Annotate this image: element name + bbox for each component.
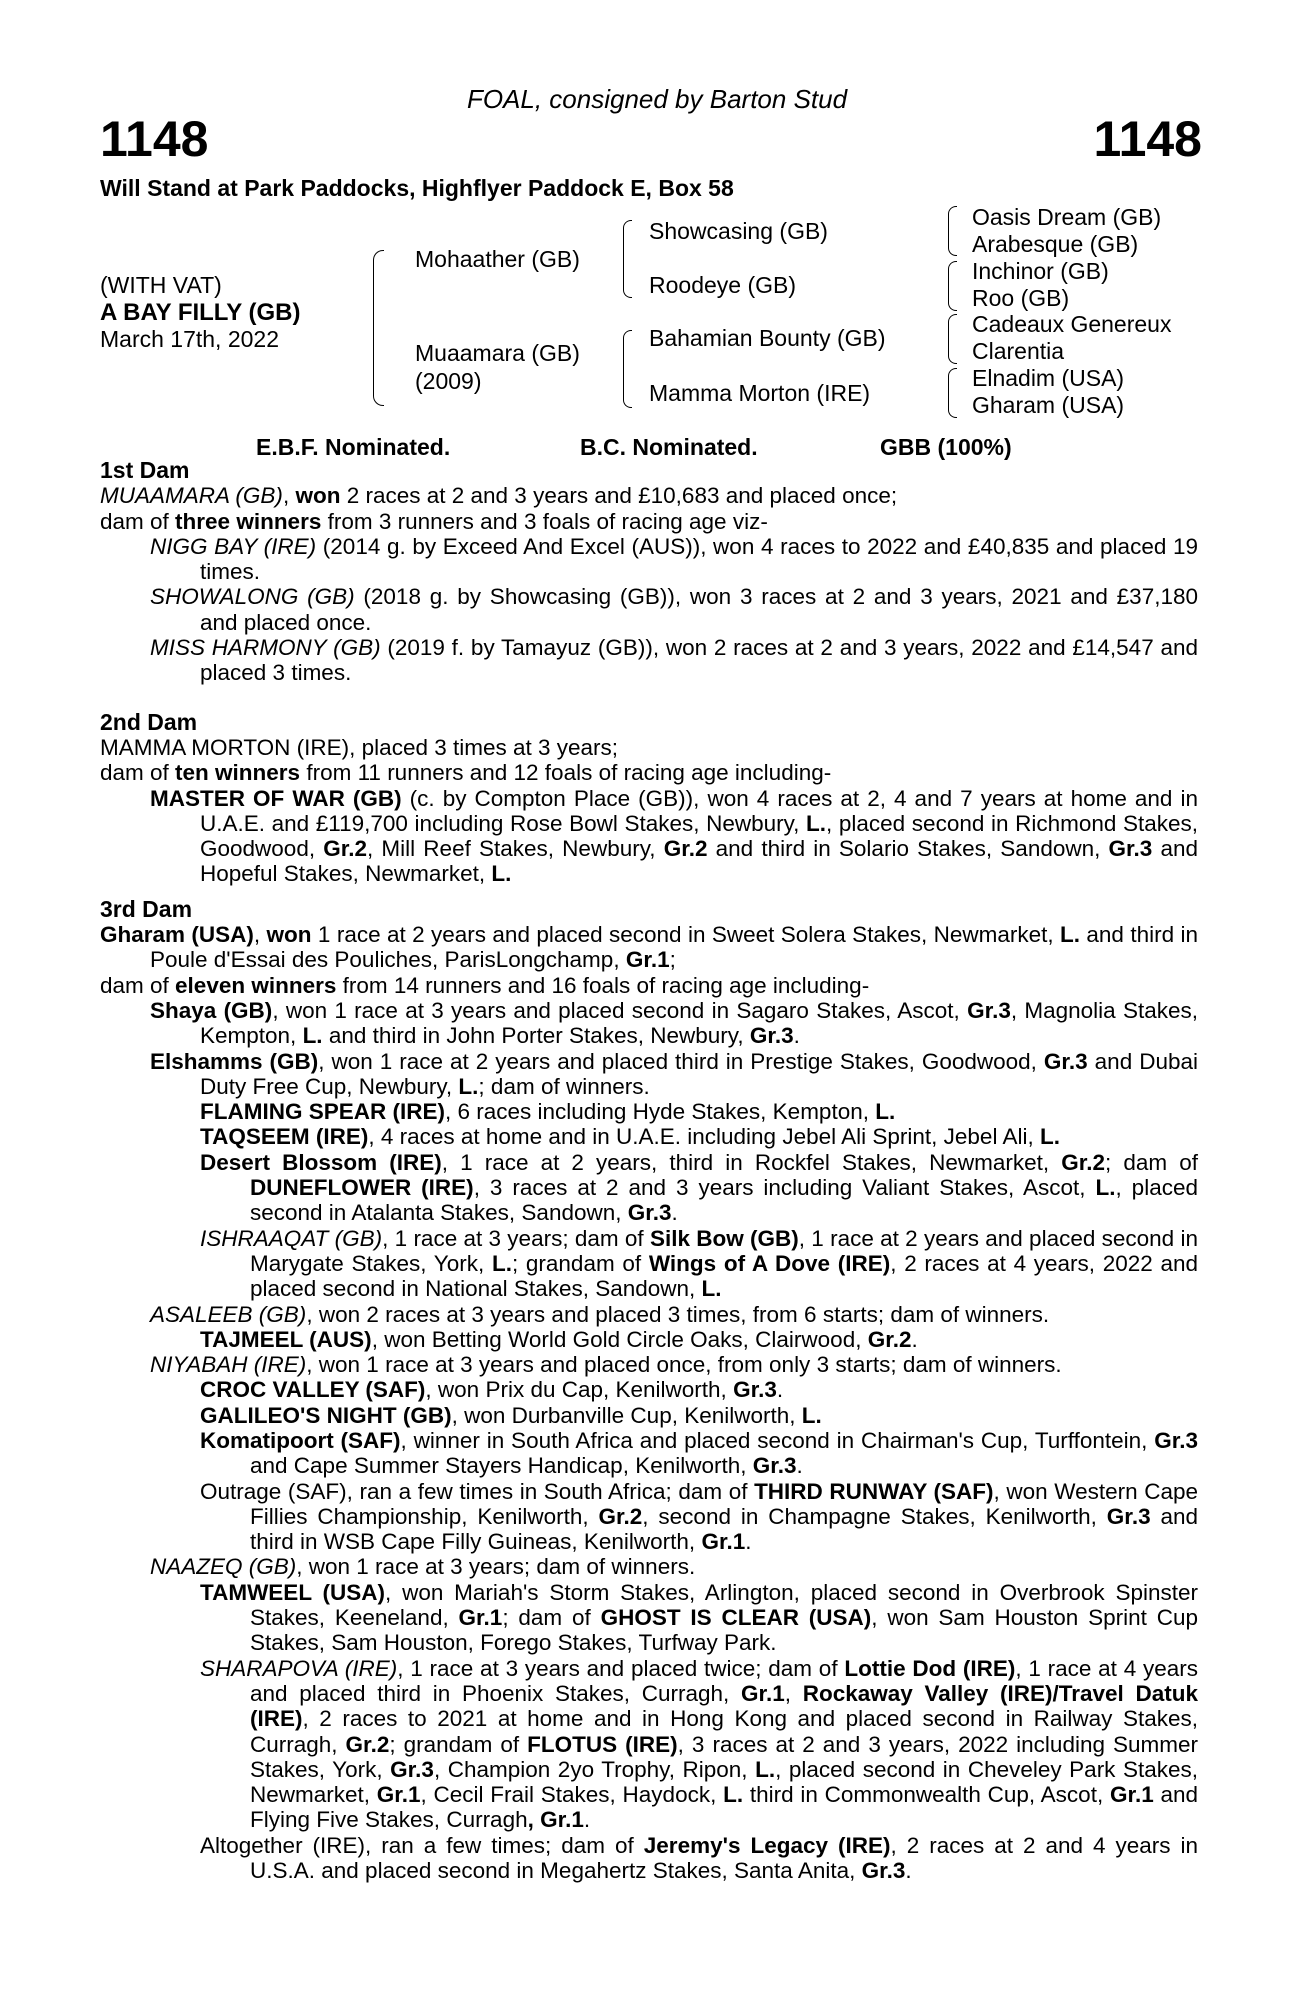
granddam-1: Arabesque (GB): [972, 231, 1139, 257]
third-dam-record: Gharam (USA), won 1 race at 2 years and placed second in Sweet Solera Stakes, Newmarket, L. and third in Poule d'Essai des Pouliches, ParisLongchamp, Gr.1;: [100, 922, 1198, 973]
ebf-nomination: E.B.F. Nominated.: [256, 434, 451, 460]
produce-entry: Desert Blossom (IRE), 1 race at 2 years, third in Rockfel Stakes, Newmarket, Gr.2; dam of DUNEFLOWER (IRE), 3 races at 2 and 3 years including Valiant Stakes, Ascot, L., placed second in Atalanta Stakes, Sandown, Gr.3.: [200, 1149, 1199, 1226]
produce-entry: Komatipoort (SAF), winner in South Africa and placed second in Chairman's Cup, Turffontein, Gr.3 and Cape Summer Stayers Handicap, Kenilworth, Gr.3.: [200, 1427, 1198, 1479]
grandsire-2: Inchinor (GB): [972, 258, 1109, 284]
sire-sire: Showcasing (GB): [649, 218, 828, 244]
produce-entry: SHOWALONG (GB) (2018 g. by Showcasing (GB)), won 3 races at 2 and 3 years, 2021 and £37,180 and placed once.: [150, 584, 1198, 635]
produce-entry: ISHRAAQAT (GB), 1 race at 3 years; dam of Silk Bow (GB), 1 race at 2 years and placed second in Marygate Stakes, York, L.; grandam of Wings of A Dove (IRE), 2 races at 4 years, 2022 and placed second in National Stakes, Sandown, L.: [200, 1225, 1199, 1302]
dam-dam: Mamma Morton (IRE): [649, 380, 871, 406]
produce-record: [100, 458, 1198, 1883]
pedigree-brace: [373, 250, 384, 406]
first-dam-produce-summary: dam of three winners from 3 runners and 3 foals of racing age viz-: [100, 508, 768, 534]
produce-entry: MISS HARMONY (GB) (2019 f. by Tamayuz (GB)), won 2 races at 2 and 3 years, 2022 and £14,547 and placed 3 times.: [150, 635, 1199, 686]
grandsire-1: Oasis Dream (GB): [972, 204, 1162, 230]
produce-entry: Elshamms (GB), won 1 race at 2 years and placed third in Prestige Stakes, Goodwood, Gr.3 and Dubai Duty Free Cup, Newbury, L.; dam of winners.: [150, 1048, 1198, 1099]
produce-entry: TAQSEEM (IRE), 4 races at home and in U.A.E. including Jebel Ali Sprint, Jebel Ali, L.: [200, 1124, 1060, 1150]
consignment-line: FOAL, consigned by Barton Stud: [466, 84, 848, 114]
dam-name: Muaamara (GB): [415, 340, 580, 366]
produce-entry: Shaya (GB), won 1 race at 3 years and placed second in Sagaro Stakes, Ascot, Gr.3, Magnolia Stakes, Kempton, L. and third in John Porter Stakes, Newbury, Gr.3.: [150, 997, 1199, 1049]
sire-dam: Roodeye (GB): [649, 272, 797, 298]
first-dam-record: MUAAMARA (GB), won 2 races at 2 and 3 years and £10,683 and placed once;: [100, 483, 898, 509]
g-brace-4: [948, 368, 957, 418]
lot-number-left: 1148: [100, 111, 209, 167]
granddam-3: Clarentia: [972, 338, 1065, 364]
third-dam-produce-summary: dam of eleven winners from 14 runners and 16 foals of racing age including-: [100, 972, 870, 998]
dam-sire: Bahamian Bounty (GB): [649, 325, 886, 351]
produce-entry: ASALEEB (GB), won 2 races at 3 years and placed 3 times, from 6 starts; dam of winners.: [150, 1301, 1050, 1327]
dam-foaled-year: (2009): [415, 368, 482, 394]
produce-entry: NAAZEQ (GB), won 1 race at 3 years; dam of winners.: [150, 1554, 696, 1580]
granddam-2: Roo (GB): [972, 285, 1070, 311]
g-brace-1: [948, 206, 957, 256]
section-heading-1st-dam: 1st Dam: [100, 457, 190, 483]
produce-entry: TAMWEEL (USA), won Mariah's Storm Stakes, Arlington, placed second in Overbrook Spinster Stakes, Keeneland, Gr.1; dam of GHOST IS CLEAR (USA), won Sam Houston Sprint Cup Stakes, Sam Houston, Forego Stakes, Turfway Park.: [200, 1579, 1198, 1656]
produce-entry: NIYABAH (IRE), won 1 race at 3 years and placed once, from only 3 starts; dam of winners.: [150, 1352, 1062, 1378]
section-heading-3rd-dam: 3rd Dam: [100, 895, 193, 922]
dam-brace: [623, 330, 632, 408]
lot-number-right: 1148: [1093, 111, 1202, 167]
produce-entry: FLAMING SPEAR (IRE), 6 races including Hyde Stakes, Kempton, L.: [200, 1099, 896, 1125]
grandsire-4: Elnadim (USA): [972, 365, 1125, 391]
produce-entry: Outrage (SAF), ran a few times in South Africa; dam of THIRD RUNWAY (SAF), won Western Cape Fillies Championship, Kenilworth, Gr.2, second in Champagne Stakes, Kenilworth, Gr.3 and third in WSB Cape Filly Guineas, Kenilworth, Gr.1.: [200, 1478, 1198, 1555]
grandsire-3: Cadeaux Genereux: [972, 311, 1172, 337]
second-dam-produce-summary: dam of ten winners from 11 runners and 12 foals of racing age including-: [100, 760, 832, 786]
produce-entry: NIGG BAY (IRE) (2014 g. by Exceed And Excel (AUS)), won 4 races to 2022 and £40,835 and placed 19 times.: [150, 533, 1198, 585]
produce-entry: Altogether (IRE), ran a few times; dam of Jeremy's Legacy (IRE), 2 races at 2 and 4 years in U.S.A. and placed second in Megahertz Stakes, Santa Anita, Gr.3.: [200, 1832, 1198, 1884]
produce-entry: CROC VALLEY (SAF), won Prix du Cap, Kenilworth, Gr.3.: [200, 1377, 784, 1403]
produce-entry: MASTER OF WAR (GB) (c. by Compton Place (GB)), won 4 races at 2, 4 and 7 years at home and in U.A.E. and £119,700 including Rose Bowl Stakes, Newbury, L., placed second in Richmond Stakes, Goodwood, Gr.2, Mill Reef Stakes, Newbury, Gr.2 and third in Solario Stakes, Sandown, Gr.3 and Hopeful Stakes, Newmarket, L.: [150, 785, 1199, 887]
foaling-date: March 17th, 2022: [100, 326, 280, 352]
g-brace-3: [948, 314, 957, 364]
bc-nomination: B.C. Nominated.: [580, 434, 758, 460]
g-brace-2: [948, 261, 957, 311]
produce-entry: GALILEO'S NIGHT (GB), won Durbanville Cup, Kenilworth, L.: [200, 1402, 822, 1428]
horse-name: A BAY FILLY (GB): [100, 299, 301, 326]
stabling-location: Will Stand at Park Paddocks, Highflyer Paddock E, Box 58: [100, 175, 734, 201]
granddam-4: Gharam (USA): [972, 392, 1125, 418]
gbb-rating: GBB (100%): [880, 434, 1012, 460]
sire-name: Mohaather (GB): [415, 246, 580, 272]
produce-entry: TAJMEEL (AUS), won Betting World Gold Circle Oaks, Clairwood, Gr.2.: [200, 1326, 918, 1352]
vat-note: (WITH VAT): [100, 272, 222, 298]
section-heading-2nd-dam: 2nd Dam: [100, 708, 198, 735]
sire-brace: [623, 220, 632, 298]
produce-entry: SHARAPOVA (IRE), 1 race at 3 years and placed twice; dam of Lottie Dod (IRE), 1 race at 4 years and placed third in Phoenix Stakes, Curragh, Gr.1, Rockaway Valley (IRE)/Travel Datuk (IRE), 2 races to 2021 at home and in Hong Kong and placed second in Railway Stakes, Curragh, Gr.2; grandam of FLOTUS (IRE), 3 races at 2 and 3 years, 2022 including Summer Stakes, York, Gr.3, Champion 2yo Trophy, Ripon, L., placed second in Cheveley Park Stakes, Newmarket, Gr.1, Cecil Frail Stakes, Haydock, L. third in Commonwealth Cup, Ascot, Gr.1 and Flying Five Stakes, Curragh, Gr.1.: [200, 1655, 1199, 1833]
second-dam-record: MAMMA MORTON (IRE), placed 3 times at 3 years;: [100, 734, 619, 760]
